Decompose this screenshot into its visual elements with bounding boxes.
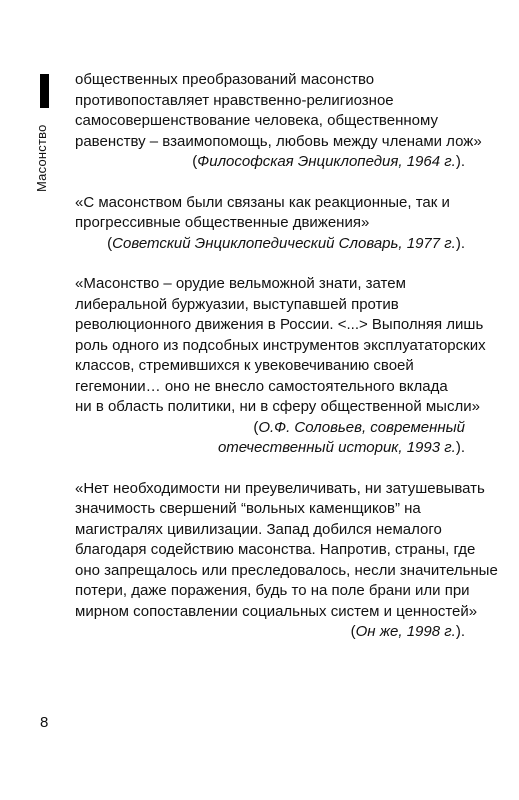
quote-1	[75, 70, 482, 173]
quote-line: благодаря содействию масонства. Напротив, страны, где	[75, 541, 476, 558]
running-head: Масонство	[34, 124, 49, 192]
section-marker-bar	[40, 74, 49, 108]
citation-source: Философская Энциклопедия, 1964 г.	[197, 153, 456, 170]
quote-line: роль одного из подсобных инструментов эксплуататорских	[75, 336, 486, 354]
quote-line: противопоставляет нравственно-религиозное	[75, 91, 394, 109]
quote-3	[75, 274, 486, 459]
quote-line: революционного движения в России. <...> Выполняя лишь	[75, 316, 484, 333]
quote-2	[75, 193, 465, 255]
quote-line: самосовершенствование человека, общественному	[75, 112, 438, 129]
citation-source: Он же, 1998 г.	[355, 623, 456, 640]
quote-citation: (Советский Энциклопедический Словарь, 1977 г.).	[107, 234, 465, 252]
quote-citation: (Он же, 1998 г.).	[350, 623, 465, 640]
quote-line: потери, даже поражения, будь то на поле брани или при	[75, 582, 470, 599]
quote-citation: (Философская Энциклопедия, 1964 г.).	[192, 153, 465, 170]
quote-line: классов, стремившихся к увековечиванию своей	[75, 357, 414, 374]
page-body	[75, 70, 498, 643]
quote-line: «Масонство – орудие вельможной знати, затем	[75, 275, 406, 292]
quote-line: либеральной буржуазии, выступавшей против	[75, 295, 399, 313]
quote-line: магистралях цивилизации. Запад добился немалого	[75, 520, 442, 538]
quote-citation: отечественный историк, 1993 г.).	[217, 439, 465, 456]
citation-source: отечественный историк, 1993 г.	[217, 439, 456, 456]
quote-line: «Нет необходимости ни преувеличивать, ни затушевывать	[75, 479, 485, 497]
quote-line: гегемонии… оно не внесло самостоятельного вклада	[75, 377, 448, 395]
quote-citation: (О.Ф. Соловьев, современный	[253, 418, 465, 436]
quote-4	[75, 479, 498, 643]
page-number: 8	[40, 714, 49, 731]
quote-line: равенству – взаимопомощь, любовь между членами лож»	[75, 132, 482, 150]
quote-line: мирном сопоставлении социальных систем и ценностей»	[75, 602, 478, 620]
citation-source: О.Ф. Соловьев, современный	[258, 418, 465, 436]
quote-line: прогрессивные общественные движения»	[75, 214, 370, 231]
quote-line: значимость свершений “вольных каменщиков” на	[75, 500, 421, 517]
quote-line: «С масонством были связаны как реакционные, так и	[75, 193, 450, 211]
quote-line: общественных преобразований масонство	[75, 71, 375, 88]
citation-source: Советский Энциклопедический Словарь, 1977 г.	[112, 234, 456, 252]
quote-line: оно запрещалось или преследовалось, несли значительные	[75, 561, 498, 579]
quote-line: ни в область политики, ни в сферу общественной мысли»	[75, 398, 480, 415]
